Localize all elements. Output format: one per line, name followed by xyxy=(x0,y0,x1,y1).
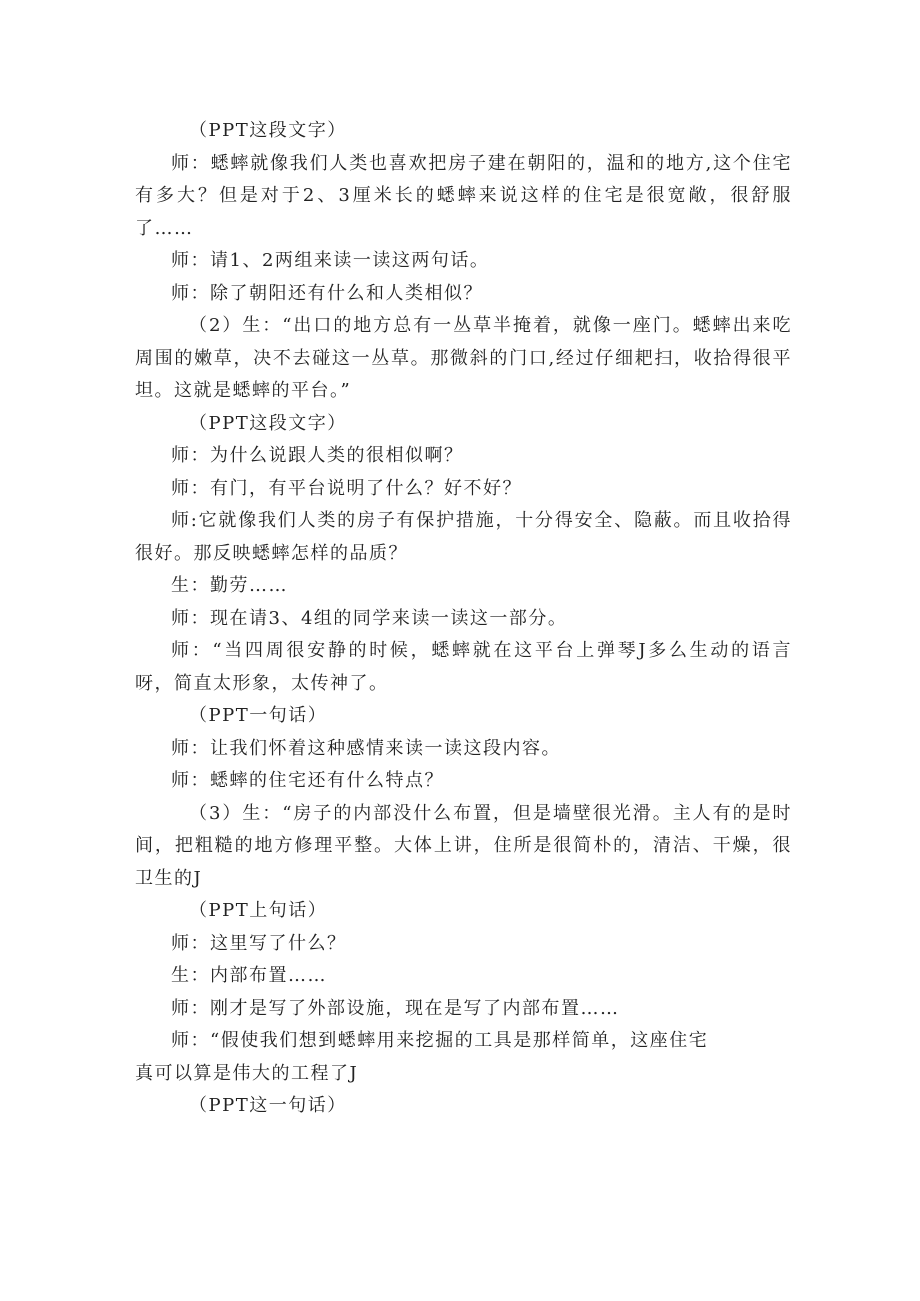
paragraph-student-answer-1: 生：勤劳…… xyxy=(171,575,288,596)
paragraph-teacher-13: 师：“假使我们想到蟋蟀用来挖掘的工具是那样简单，这座住宅 xyxy=(171,1030,709,1051)
paragraph-teacher-13-continued: 真可以算是伟大的工程了J xyxy=(135,1062,359,1084)
paragraph-ppt-note-5: （PPT这一句话） xyxy=(189,1095,347,1116)
paragraph-teacher-8: 师：“当四周很安静的时候，蟋蟀就在这平台上弹琴J多么生动的语言呀，简直太形象，太传神了。 xyxy=(135,640,792,694)
paragraph-student-answer-2: 生：内部布置…… xyxy=(171,965,327,986)
paragraph-teacher-3: 师：除了朝阳还有什么和人类相似？ xyxy=(171,282,483,304)
paragraph-teacher-7: 师：现在请3、4组的同学来读一读这一部分。 xyxy=(171,607,568,629)
paragraph-teacher-6: 师:它就像我们人类的房子有保护措施，十分得安全、隐蔽。而且收拾得很好。那反映蟋蟀怎样的品质？ xyxy=(135,510,792,564)
paragraph-ppt-note-1: （PPT这段文字） xyxy=(189,120,347,141)
paragraph-teacher-12: 师：刚才是写了外部设施，现在是写了内部布置…… xyxy=(171,997,620,1019)
paragraph-teacher-11: 师：这里写了什么？ xyxy=(171,932,347,954)
paragraph-teacher-9: 师：让我们怀着这种感情来读一读这段内容。 xyxy=(171,737,561,759)
paragraph-teacher-5: 师：有门，有平台说明了什么？好不好？ xyxy=(171,477,522,499)
paragraph-student-2: （2）生：“出口的地方总有一丛草半掩着，就像一座门。蟋蟀出来吃周围的嫩草，决不去碰这一丛草。那微斜的门口,经过仔细耙扫，收拾得很平坦。这就是蟋蟀的平台。” xyxy=(135,315,792,401)
paragraph-student-3: （3）生：“房子的内部没什么布置，但是墙壁很光滑。主人有的是时间，把粗糙的地方修理平整。大体上讲，住所是很简朴的，清洁、干燥，很卫生的J xyxy=(135,802,792,889)
paragraph-teacher-4: 师：为什么说跟人类的很相似啊？ xyxy=(171,445,464,466)
paragraph-teacher-10: 师：蟋蟀的住宅还有什么特点？ xyxy=(171,770,444,791)
paragraph-teacher-2: 师：请1、2两组来读一读这两句话。 xyxy=(171,250,490,271)
paragraph-ppt-note-3: （PPT一句话） xyxy=(189,705,328,726)
paragraph-teacher-1: 师：蟋蟀就像我们人类也喜欢把房子建在朝阳的，温和的地方,这个住宅有多大？但是对于2、3厘米长的蟋蟀来说这样的住宅是很宽敞，很舒服了…… xyxy=(135,152,792,239)
paragraph-ppt-note-2: （PPT这段文字） xyxy=(189,412,347,434)
paragraph-ppt-note-4: （PPT上句话） xyxy=(189,900,328,921)
